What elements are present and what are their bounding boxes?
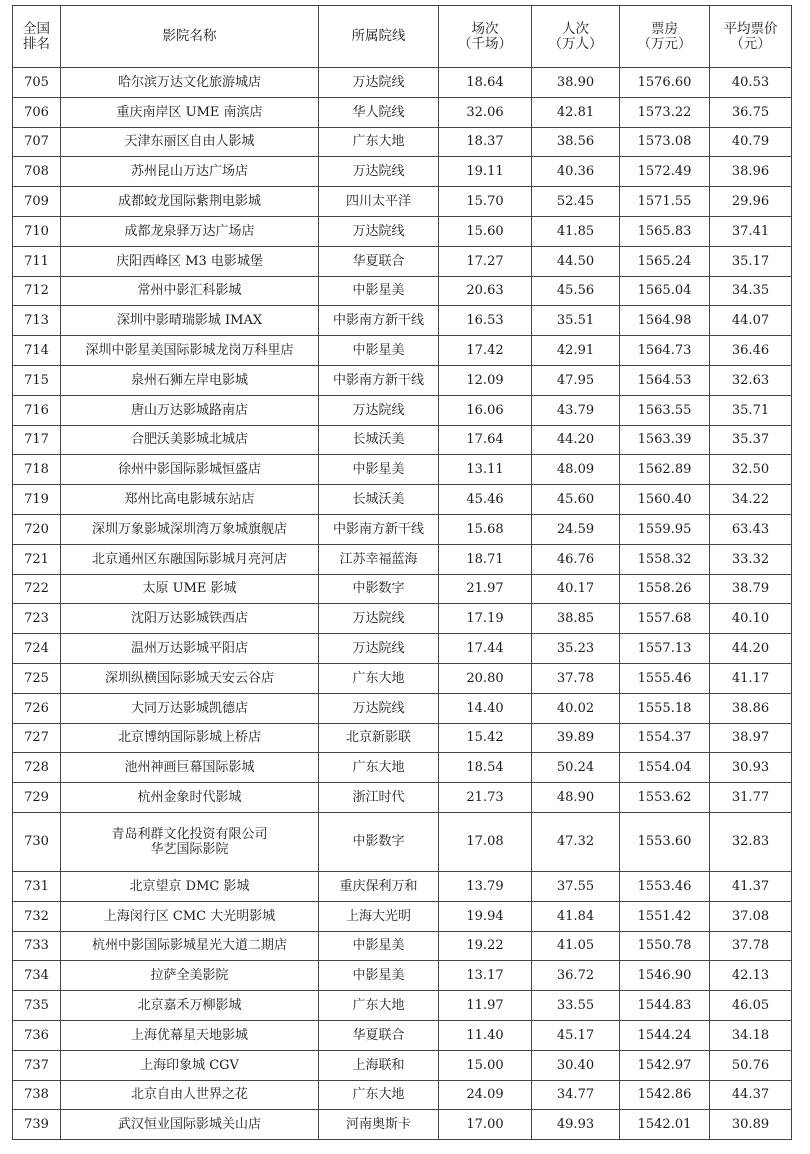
cell-chain: 中影南方新干线 [319, 306, 439, 336]
cell-rank: 716 [13, 395, 61, 425]
cell-avg-price: 44.20 [710, 634, 792, 664]
cell-chain: 长城沃美 [319, 425, 439, 455]
cell-rank: 706 [13, 97, 61, 127]
cell-chain: 广东大地 [319, 663, 439, 693]
cell-rank: 711 [13, 246, 61, 276]
cell-shows: 19.22 [439, 931, 532, 961]
cell-rank: 737 [13, 1050, 61, 1080]
cell-avg-price: 44.07 [710, 306, 792, 336]
cell-cinema-name: 郑州比高电影城东站店 [61, 485, 319, 515]
cell-admissions: 42.81 [532, 97, 620, 127]
cell-chain: 长城沃美 [319, 485, 439, 515]
cell-rank: 728 [13, 753, 61, 783]
table-row [13, 901, 792, 931]
cell-avg-price: 32.83 [710, 812, 792, 871]
cell-rank: 739 [13, 1110, 61, 1140]
cell-avg-price: 38.97 [710, 723, 792, 753]
cell-cinema-name: 庆阳西峰区 M3 电影城堡 [61, 246, 319, 276]
cell-chain: 广东大地 [319, 991, 439, 1021]
cell-box-office: 1573.22 [620, 97, 710, 127]
cell-shows: 19.94 [439, 901, 532, 931]
cell-avg-price: 35.37 [710, 425, 792, 455]
cell-chain: 中影数字 [319, 812, 439, 871]
table-row [13, 871, 792, 901]
cell-cinema-name: 池州神画巨幕国际影城 [61, 753, 319, 783]
cell-cinema-name: 武汉恒业国际影城关山店 [61, 1110, 319, 1140]
cell-rank: 721 [13, 544, 61, 574]
cell-cinema-name: 拉萨全美影院 [61, 961, 319, 991]
cell-avg-price: 36.46 [710, 336, 792, 366]
cell-rank: 719 [13, 485, 61, 515]
table-row [13, 157, 792, 187]
cell-admissions: 52.45 [532, 187, 620, 217]
cell-shows: 12.09 [439, 365, 532, 395]
table-row [13, 783, 792, 813]
table-row [13, 365, 792, 395]
cell-box-office: 1565.24 [620, 246, 710, 276]
cell-cinema-name: 温州万达影城平阳店 [61, 634, 319, 664]
table-row [13, 723, 792, 753]
table-row [13, 68, 792, 98]
cell-chain: 四川太平洋 [319, 187, 439, 217]
cell-rank: 736 [13, 1020, 61, 1050]
cell-cinema-name: 合肥沃美影城北城店 [61, 425, 319, 455]
table-row [13, 1080, 792, 1110]
table-row [13, 1020, 792, 1050]
cell-shows: 17.27 [439, 246, 532, 276]
cell-admissions: 38.85 [532, 604, 620, 634]
cell-rank: 724 [13, 634, 61, 664]
cell-chain: 华夏联合 [319, 1020, 439, 1050]
cell-admissions: 35.23 [532, 634, 620, 664]
cell-admissions: 46.76 [532, 544, 620, 574]
table-row [13, 574, 792, 604]
cell-rank: 723 [13, 604, 61, 634]
cell-admissions: 44.20 [532, 425, 620, 455]
cell-rank: 722 [13, 574, 61, 604]
cell-cinema-name: 天津东丽区自由人影城 [61, 127, 319, 157]
cell-rank: 726 [13, 693, 61, 723]
cell-chain: 广东大地 [319, 127, 439, 157]
cell-shows: 17.42 [439, 336, 532, 366]
cell-box-office: 1562.89 [620, 455, 710, 485]
cell-box-office: 1553.62 [620, 783, 710, 813]
table-row [13, 544, 792, 574]
cell-admissions: 36.72 [532, 961, 620, 991]
cell-shows: 13.17 [439, 961, 532, 991]
cell-avg-price: 33.32 [710, 544, 792, 574]
cell-avg-price: 30.93 [710, 753, 792, 783]
cell-box-office: 1563.39 [620, 425, 710, 455]
cell-shows: 11.40 [439, 1020, 532, 1050]
table-row [13, 961, 792, 991]
cell-shows: 17.00 [439, 1110, 532, 1140]
cell-shows: 16.53 [439, 306, 532, 336]
cell-rank: 725 [13, 663, 61, 693]
cell-avg-price: 35.71 [710, 395, 792, 425]
cell-admissions: 30.40 [532, 1050, 620, 1080]
cell-admissions: 33.55 [532, 991, 620, 1021]
cell-admissions: 40.36 [532, 157, 620, 187]
header-avg-price: 平均票价 （元） [710, 6, 792, 68]
cell-chain: 中影星美 [319, 455, 439, 485]
cell-admissions: 35.51 [532, 306, 620, 336]
cell-admissions: 40.17 [532, 574, 620, 604]
cell-chain: 中影星美 [319, 961, 439, 991]
cell-avg-price: 36.75 [710, 97, 792, 127]
table-row [13, 693, 792, 723]
cell-cinema-name: 上海印象城 CGV [61, 1050, 319, 1080]
cell-chain: 浙江时代 [319, 783, 439, 813]
cell-shows: 20.80 [439, 663, 532, 693]
table-row [13, 604, 792, 634]
header-box-office: 票房 （万元） [620, 6, 710, 68]
cell-shows: 20.63 [439, 276, 532, 306]
cell-avg-price: 34.22 [710, 485, 792, 515]
cell-admissions: 44.50 [532, 246, 620, 276]
cell-cinema-name: 常州中影汇科影城 [61, 276, 319, 306]
cell-avg-price: 34.18 [710, 1020, 792, 1050]
cell-rank: 734 [13, 961, 61, 991]
cell-box-office: 1544.83 [620, 991, 710, 1021]
table-row [13, 187, 792, 217]
cell-admissions: 41.85 [532, 216, 620, 246]
cell-box-office: 1564.53 [620, 365, 710, 395]
cell-cinema-name: 深圳中影星美国际影城龙岗万科里店 [61, 336, 319, 366]
cell-shows: 18.71 [439, 544, 532, 574]
cell-box-office: 1558.26 [620, 574, 710, 604]
cell-avg-price: 32.63 [710, 365, 792, 395]
cell-box-office: 1576.60 [620, 68, 710, 98]
cell-box-office: 1559.95 [620, 514, 710, 544]
cell-admissions: 45.17 [532, 1020, 620, 1050]
cell-chain: 广东大地 [319, 1080, 439, 1110]
cell-admissions: 24.59 [532, 514, 620, 544]
cell-avg-price: 37.78 [710, 931, 792, 961]
cell-admissions: 39.89 [532, 723, 620, 753]
table-row [13, 1050, 792, 1080]
cell-cinema-name: 上海优幕星天地影城 [61, 1020, 319, 1050]
cell-rank: 707 [13, 127, 61, 157]
cell-box-office: 1542.01 [620, 1110, 710, 1140]
table-row [13, 425, 792, 455]
cell-box-office: 1551.42 [620, 901, 710, 931]
cell-shows: 15.60 [439, 216, 532, 246]
cell-cinema-name: 太原 UME 影城 [61, 574, 319, 604]
cell-cinema-name: 杭州中影国际影城星光大道二期店 [61, 931, 319, 961]
cell-chain: 上海联和 [319, 1050, 439, 1080]
table-row [13, 1110, 792, 1140]
cell-box-office: 1542.86 [620, 1080, 710, 1110]
cell-avg-price: 31.77 [710, 783, 792, 813]
cell-box-office: 1554.04 [620, 753, 710, 783]
header-admissions: 人次 （万人） [532, 6, 620, 68]
cell-admissions: 37.55 [532, 871, 620, 901]
cell-avg-price: 35.17 [710, 246, 792, 276]
cell-shows: 19.11 [439, 157, 532, 187]
cell-cinema-name: 青岛利群文化投资有限公司 华艺国际影院 [61, 812, 319, 871]
table-row [13, 276, 792, 306]
cell-shows: 14.40 [439, 693, 532, 723]
table-row [13, 336, 792, 366]
cell-shows: 15.68 [439, 514, 532, 544]
cell-box-office: 1550.78 [620, 931, 710, 961]
cell-avg-price: 34.35 [710, 276, 792, 306]
cell-chain: 上海大光明 [319, 901, 439, 931]
cell-rank: 720 [13, 514, 61, 544]
table-body [13, 68, 792, 1140]
cell-admissions: 43.79 [532, 395, 620, 425]
cell-rank: 732 [13, 901, 61, 931]
cell-chain: 重庆保利万和 [319, 871, 439, 901]
header-row [13, 6, 792, 68]
cell-box-office: 1564.73 [620, 336, 710, 366]
cell-avg-price: 42.13 [710, 961, 792, 991]
cell-shows: 18.37 [439, 127, 532, 157]
cell-admissions: 50.24 [532, 753, 620, 783]
cell-cinema-name: 深圳万象影城深圳湾万象城旗舰店 [61, 514, 319, 544]
cell-box-office: 1553.46 [620, 871, 710, 901]
cell-chain: 中影南方新干线 [319, 365, 439, 395]
cell-box-office: 1573.08 [620, 127, 710, 157]
cell-rank: 718 [13, 455, 61, 485]
cell-shows: 18.54 [439, 753, 532, 783]
cell-cinema-name: 上海闵行区 CMC 大光明影城 [61, 901, 319, 931]
table-row [13, 991, 792, 1021]
cell-rank: 733 [13, 931, 61, 961]
cell-chain: 万达院线 [319, 157, 439, 187]
table-row [13, 485, 792, 515]
cell-chain: 河南奥斯卡 [319, 1110, 439, 1140]
cell-shows: 15.42 [439, 723, 532, 753]
header-cinema-name: 影院名称 [61, 6, 319, 68]
cell-box-office: 1565.83 [620, 216, 710, 246]
cell-admissions: 47.32 [532, 812, 620, 871]
cell-chain: 万达院线 [319, 693, 439, 723]
cell-cinema-name: 泉州石狮左岸电影城 [61, 365, 319, 395]
table-row [13, 395, 792, 425]
cell-avg-price: 41.17 [710, 663, 792, 693]
cell-shows: 18.64 [439, 68, 532, 98]
cell-box-office: 1564.98 [620, 306, 710, 336]
cell-box-office: 1555.18 [620, 693, 710, 723]
header-rank: 全国 排名 [13, 6, 61, 68]
cell-shows: 13.11 [439, 455, 532, 485]
cell-cinema-name: 北京博纳国际影城上桥店 [61, 723, 319, 753]
cell-chain: 万达院线 [319, 216, 439, 246]
table-row [13, 246, 792, 276]
cell-box-office: 1565.04 [620, 276, 710, 306]
cell-chain: 万达院线 [319, 634, 439, 664]
cell-rank: 705 [13, 68, 61, 98]
cell-avg-price: 63.43 [710, 514, 792, 544]
cell-chain: 万达院线 [319, 68, 439, 98]
cell-shows: 16.06 [439, 395, 532, 425]
table-row [13, 306, 792, 336]
cell-cinema-name: 沈阳万达影城铁西店 [61, 604, 319, 634]
cell-avg-price: 40.10 [710, 604, 792, 634]
cell-avg-price: 38.96 [710, 157, 792, 187]
cell-admissions: 38.56 [532, 127, 620, 157]
cell-admissions: 34.77 [532, 1080, 620, 1110]
cell-box-office: 1558.32 [620, 544, 710, 574]
cell-avg-price: 44.37 [710, 1080, 792, 1110]
cell-admissions: 48.09 [532, 455, 620, 485]
cell-shows: 45.46 [439, 485, 532, 515]
cell-box-office: 1557.68 [620, 604, 710, 634]
cell-chain: 万达院线 [319, 395, 439, 425]
cell-cinema-name: 北京望京 DMC 影城 [61, 871, 319, 901]
cell-box-office: 1555.46 [620, 663, 710, 693]
header-chain: 所属院线 [319, 6, 439, 68]
cell-shows: 24.09 [439, 1080, 532, 1110]
cell-cinema-name: 北京嘉禾万柳影城 [61, 991, 319, 1021]
cell-shows: 17.44 [439, 634, 532, 664]
cell-admissions: 45.56 [532, 276, 620, 306]
table-row [13, 663, 792, 693]
cell-shows: 21.73 [439, 783, 532, 813]
table-row [13, 812, 792, 871]
cell-shows: 15.00 [439, 1050, 532, 1080]
cell-box-office: 1571.55 [620, 187, 710, 217]
table-row [13, 753, 792, 783]
cell-avg-price: 30.89 [710, 1110, 792, 1140]
cell-rank: 713 [13, 306, 61, 336]
cell-box-office: 1542.97 [620, 1050, 710, 1080]
cell-chain: 广东大地 [319, 753, 439, 783]
cell-cinema-name: 大同万达影城凯德店 [61, 693, 319, 723]
cell-chain: 华人院线 [319, 97, 439, 127]
cell-avg-price: 32.50 [710, 455, 792, 485]
cell-admissions: 40.02 [532, 693, 620, 723]
cell-chain: 华夏联合 [319, 246, 439, 276]
cell-admissions: 48.90 [532, 783, 620, 813]
cell-avg-price: 37.41 [710, 216, 792, 246]
cell-box-office: 1563.55 [620, 395, 710, 425]
cell-chain: 万达院线 [319, 604, 439, 634]
cell-chain: 中影数字 [319, 574, 439, 604]
cell-avg-price: 29.96 [710, 187, 792, 217]
cell-cinema-name: 唐山万达影城路南店 [61, 395, 319, 425]
cell-box-office: 1560.40 [620, 485, 710, 515]
cell-cinema-name: 哈尔滨万达文化旅游城店 [61, 68, 319, 98]
cell-rank: 708 [13, 157, 61, 187]
cell-chain: 中影星美 [319, 931, 439, 961]
cell-admissions: 37.78 [532, 663, 620, 693]
cell-admissions: 47.95 [532, 365, 620, 395]
cell-chain: 江苏幸福蓝海 [319, 544, 439, 574]
cell-avg-price: 37.08 [710, 901, 792, 931]
cell-box-office: 1546.90 [620, 961, 710, 991]
cell-cinema-name: 北京自由人世界之花 [61, 1080, 319, 1110]
cell-avg-price: 38.79 [710, 574, 792, 604]
cell-chain: 北京新影联 [319, 723, 439, 753]
cell-avg-price: 38.86 [710, 693, 792, 723]
cell-rank: 709 [13, 187, 61, 217]
cell-rank: 730 [13, 812, 61, 871]
cell-shows: 11.97 [439, 991, 532, 1021]
cell-rank: 710 [13, 216, 61, 246]
cinema-ranking-table [12, 5, 792, 1140]
table-row [13, 127, 792, 157]
cell-chain: 中影星美 [319, 336, 439, 366]
cell-admissions: 41.84 [532, 901, 620, 931]
cell-cinema-name: 成都龙泉驿万达广场店 [61, 216, 319, 246]
cell-shows: 21.97 [439, 574, 532, 604]
cell-chain: 中影南方新干线 [319, 514, 439, 544]
cell-shows: 15.70 [439, 187, 532, 217]
cell-cinema-name: 深圳中影晴瑞影城 IMAX [61, 306, 319, 336]
cell-admissions: 45.60 [532, 485, 620, 515]
header-shows: 场次 （千场） [439, 6, 532, 68]
cell-box-office: 1553.60 [620, 812, 710, 871]
cell-cinema-name: 徐州中影国际影城恒盛店 [61, 455, 319, 485]
cell-box-office: 1572.49 [620, 157, 710, 187]
cell-cinema-name: 苏州昆山万达广场店 [61, 157, 319, 187]
cell-cinema-name: 重庆南岸区 UME 南滨店 [61, 97, 319, 127]
cell-rank: 712 [13, 276, 61, 306]
cell-avg-price: 50.76 [710, 1050, 792, 1080]
cell-cinema-name: 成都蛟龙国际紫荆电影城 [61, 187, 319, 217]
cell-rank: 729 [13, 783, 61, 813]
cell-box-office: 1544.24 [620, 1020, 710, 1050]
cell-avg-price: 40.53 [710, 68, 792, 98]
cell-shows: 17.19 [439, 604, 532, 634]
cell-cinema-name: 杭州金象时代影城 [61, 783, 319, 813]
cell-admissions: 41.05 [532, 931, 620, 961]
table-row [13, 634, 792, 664]
table-row [13, 455, 792, 485]
cell-avg-price: 40.79 [710, 127, 792, 157]
cell-chain: 中影星美 [319, 276, 439, 306]
cell-admissions: 38.90 [532, 68, 620, 98]
cell-avg-price: 46.05 [710, 991, 792, 1021]
cell-rank: 738 [13, 1080, 61, 1110]
table-row [13, 514, 792, 544]
cell-shows: 17.08 [439, 812, 532, 871]
cell-rank: 735 [13, 991, 61, 1021]
cell-box-office: 1554.37 [620, 723, 710, 753]
cell-rank: 731 [13, 871, 61, 901]
cell-rank: 715 [13, 365, 61, 395]
cell-box-office: 1557.13 [620, 634, 710, 664]
cell-rank: 727 [13, 723, 61, 753]
cell-cinema-name: 深圳纵横国际影城天安云谷店 [61, 663, 319, 693]
table-row [13, 97, 792, 127]
table-row [13, 216, 792, 246]
cell-admissions: 42.91 [532, 336, 620, 366]
cell-rank: 717 [13, 425, 61, 455]
cell-avg-price: 41.37 [710, 871, 792, 901]
cell-shows: 17.64 [439, 425, 532, 455]
cell-shows: 32.06 [439, 97, 532, 127]
cell-rank: 714 [13, 336, 61, 366]
cell-admissions: 49.93 [532, 1110, 620, 1140]
table-row [13, 931, 792, 961]
cell-cinema-name: 北京通州区东融国际影城月亮河店 [61, 544, 319, 574]
cell-shows: 13.79 [439, 871, 532, 901]
